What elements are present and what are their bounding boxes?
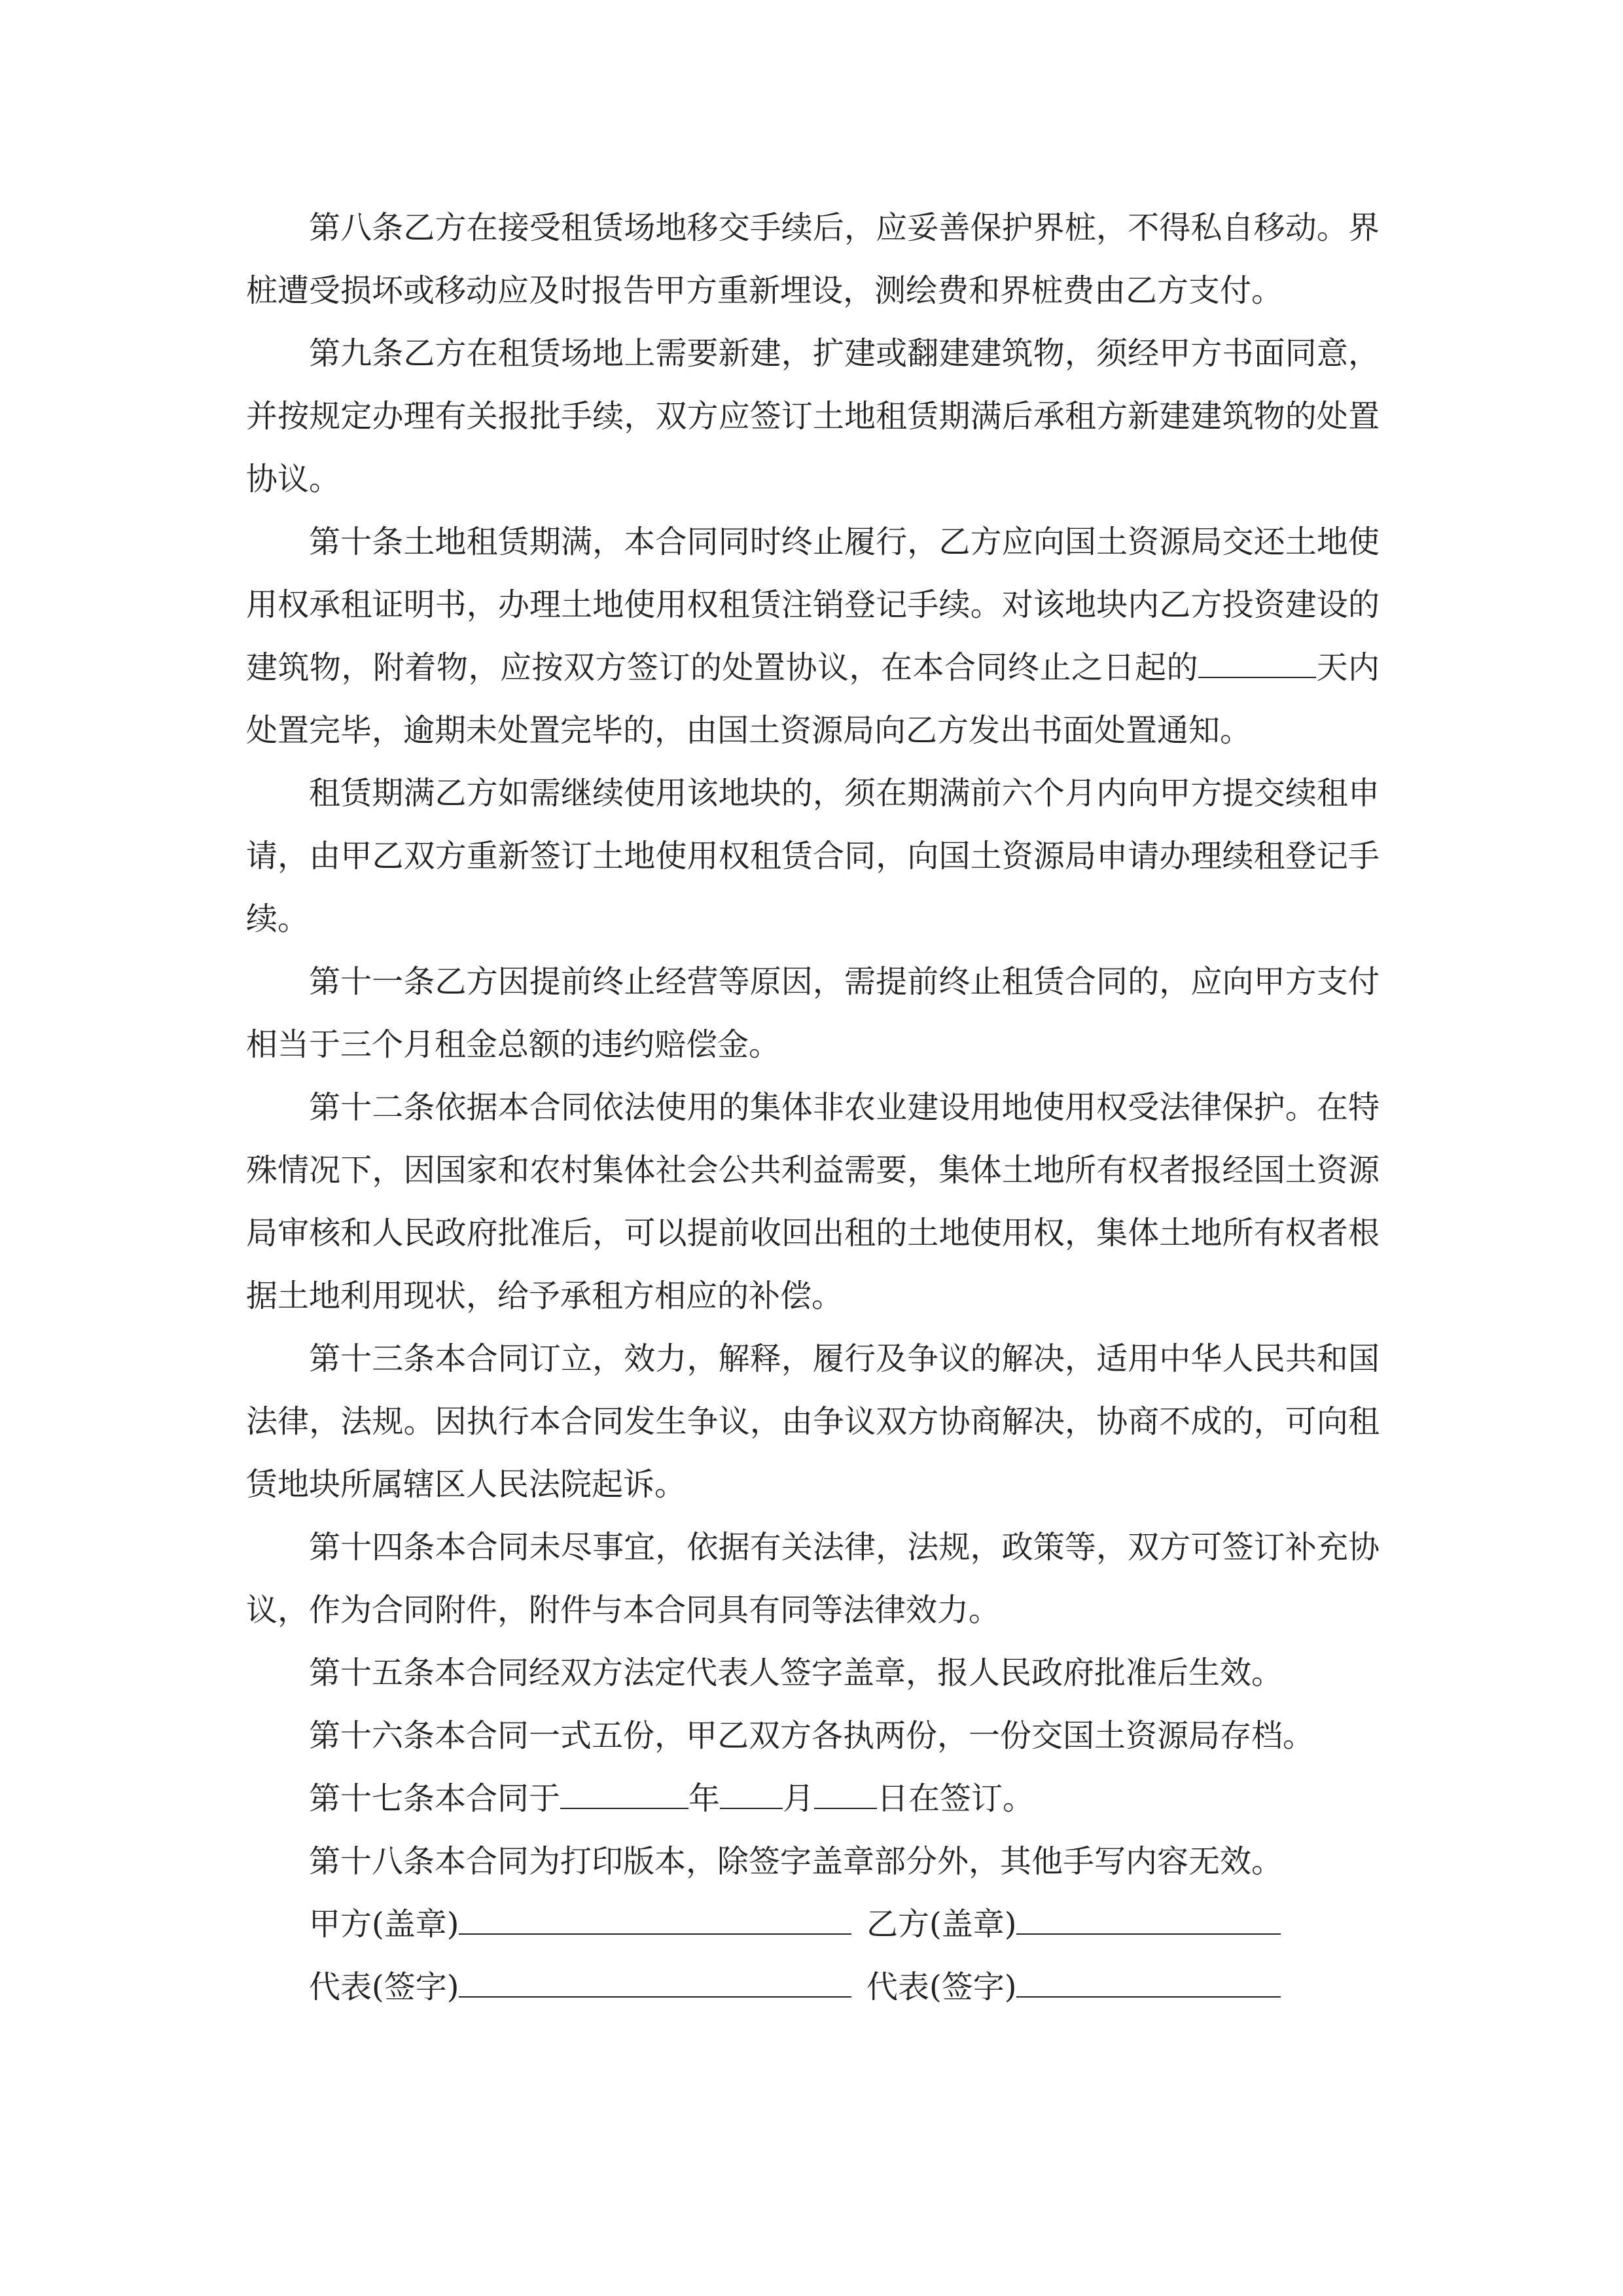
article-16: 第十六条本合同一式五份，甲乙双方各执两份，一份交国土资源局存档。 [309, 1717, 1315, 1754]
article-11: 第十一条乙方因提前终止经营等原因，需提前终止租赁合同的，应向甲方支付相当于三个月租金总额的违约赔偿金。 [246, 963, 1380, 1063]
article-10 [246, 511, 1380, 762]
article-12: 第十二条依据本合同依法使用的集体非农业建设用地使用权受法律保护。在特殊情况下，因国家和农村集体社会公共利益需要，集体土地所有权者报经国土资源局审核和人民政府批准后，可以提前收回出租的土地使用权，集体土地所有权者根据土地利用现状，给予承租方相应的补偿。 [246, 1089, 1380, 1314]
article-17-prefix: 第十七条本合同于 [309, 1780, 561, 1817]
year-blank [560, 1778, 688, 1809]
article-14: 第十四条本合同未尽事宜，依据有关法律，法规，政策等，双方可签订补充协议，作为合同附件，附件与本合同具有同等法律效力。 [246, 1529, 1380, 1628]
article-8: 第八条乙方在接受租赁场地移交手续后，应妥善保护界桩，不得私自移动。界桩遭受损坏或移动应及时报告甲方重新埋设，测绘费和界桩费由乙方支付。 [246, 209, 1380, 309]
article-18: 第十八条本合同为打印版本，除签字盖章部分外，其他手写内容无效。 [309, 1843, 1283, 1880]
party-a-seal-line [459, 1903, 851, 1935]
year-label: 年 [688, 1780, 721, 1817]
rep-b-sign-line [1016, 1966, 1281, 1998]
article-9: 第九条乙方在租赁场地上需要新建，扩建或翻建建筑物，须经甲方书面同意，并按规定办理有关报批手续，双方应签订土地租赁期满后承租方新建建筑物的处置协议。 [246, 335, 1380, 497]
days-blank [1198, 647, 1316, 678]
party-b-seal-line [1016, 1903, 1281, 1935]
month-blank [720, 1778, 783, 1809]
party-b-seal-label: 乙方(盖章) [866, 1906, 1017, 1943]
rep-b-sign-label: 代表(签字) [866, 1969, 1017, 2005]
article-15: 第十五条本合同经双方法定代表人签字盖章，报人民政府批准后生效。 [309, 1655, 1283, 1691]
month-label: 月 [783, 1780, 815, 1817]
representative-row [309, 1956, 1380, 2018]
party-a-seal-label: 甲方(盖章) [309, 1906, 459, 1943]
article-10-text-2: 天内处置完毕，逾期未处置完毕的，由国土资源局向乙方发出书面处置通知。 [246, 649, 1380, 749]
day-blank [814, 1778, 877, 1809]
rep-a-sign-label: 代表(签字) [309, 1969, 459, 2005]
contract-body [246, 196, 1380, 2018]
article-17 [246, 1767, 1380, 1830]
rep-b-sign-field [866, 1956, 1281, 2018]
rep-a-sign-line [459, 1966, 851, 1998]
party-a-seal-field [309, 1893, 851, 1956]
day-label: 日在签订。 [877, 1780, 1035, 1817]
article-10-text-1: 第十条土地租赁期满，本合同同时终止履行，乙方应向国土资源局交还土地使用权承租证明书，办理土地使用权租赁注销登记手续。对该地块内乙方投资建设的建筑物，附着物，应按双方签订的处置协议，在本合同终止之日起的 [246, 524, 1380, 686]
renewal-paragraph: 租赁期满乙方如需继续使用该地块的，须在期满前六个月内向甲方提交续租申请，由甲乙双方重新签订土地使用权租赁合同，向国土资源局申请办理续租登记手续。 [246, 775, 1380, 937]
article-13: 第十三条本合同订立，效力，解释，履行及争议的解决，适用中华人民共和国法律，法规。因执行本合同发生争议，由争议双方协商解决，协商不成的，可向租赁地块所属辖区人民法院起诉。 [246, 1340, 1380, 1503]
party-b-seal-field [866, 1893, 1281, 1956]
rep-a-sign-field [309, 1956, 851, 2018]
seal-row [309, 1893, 1380, 1956]
